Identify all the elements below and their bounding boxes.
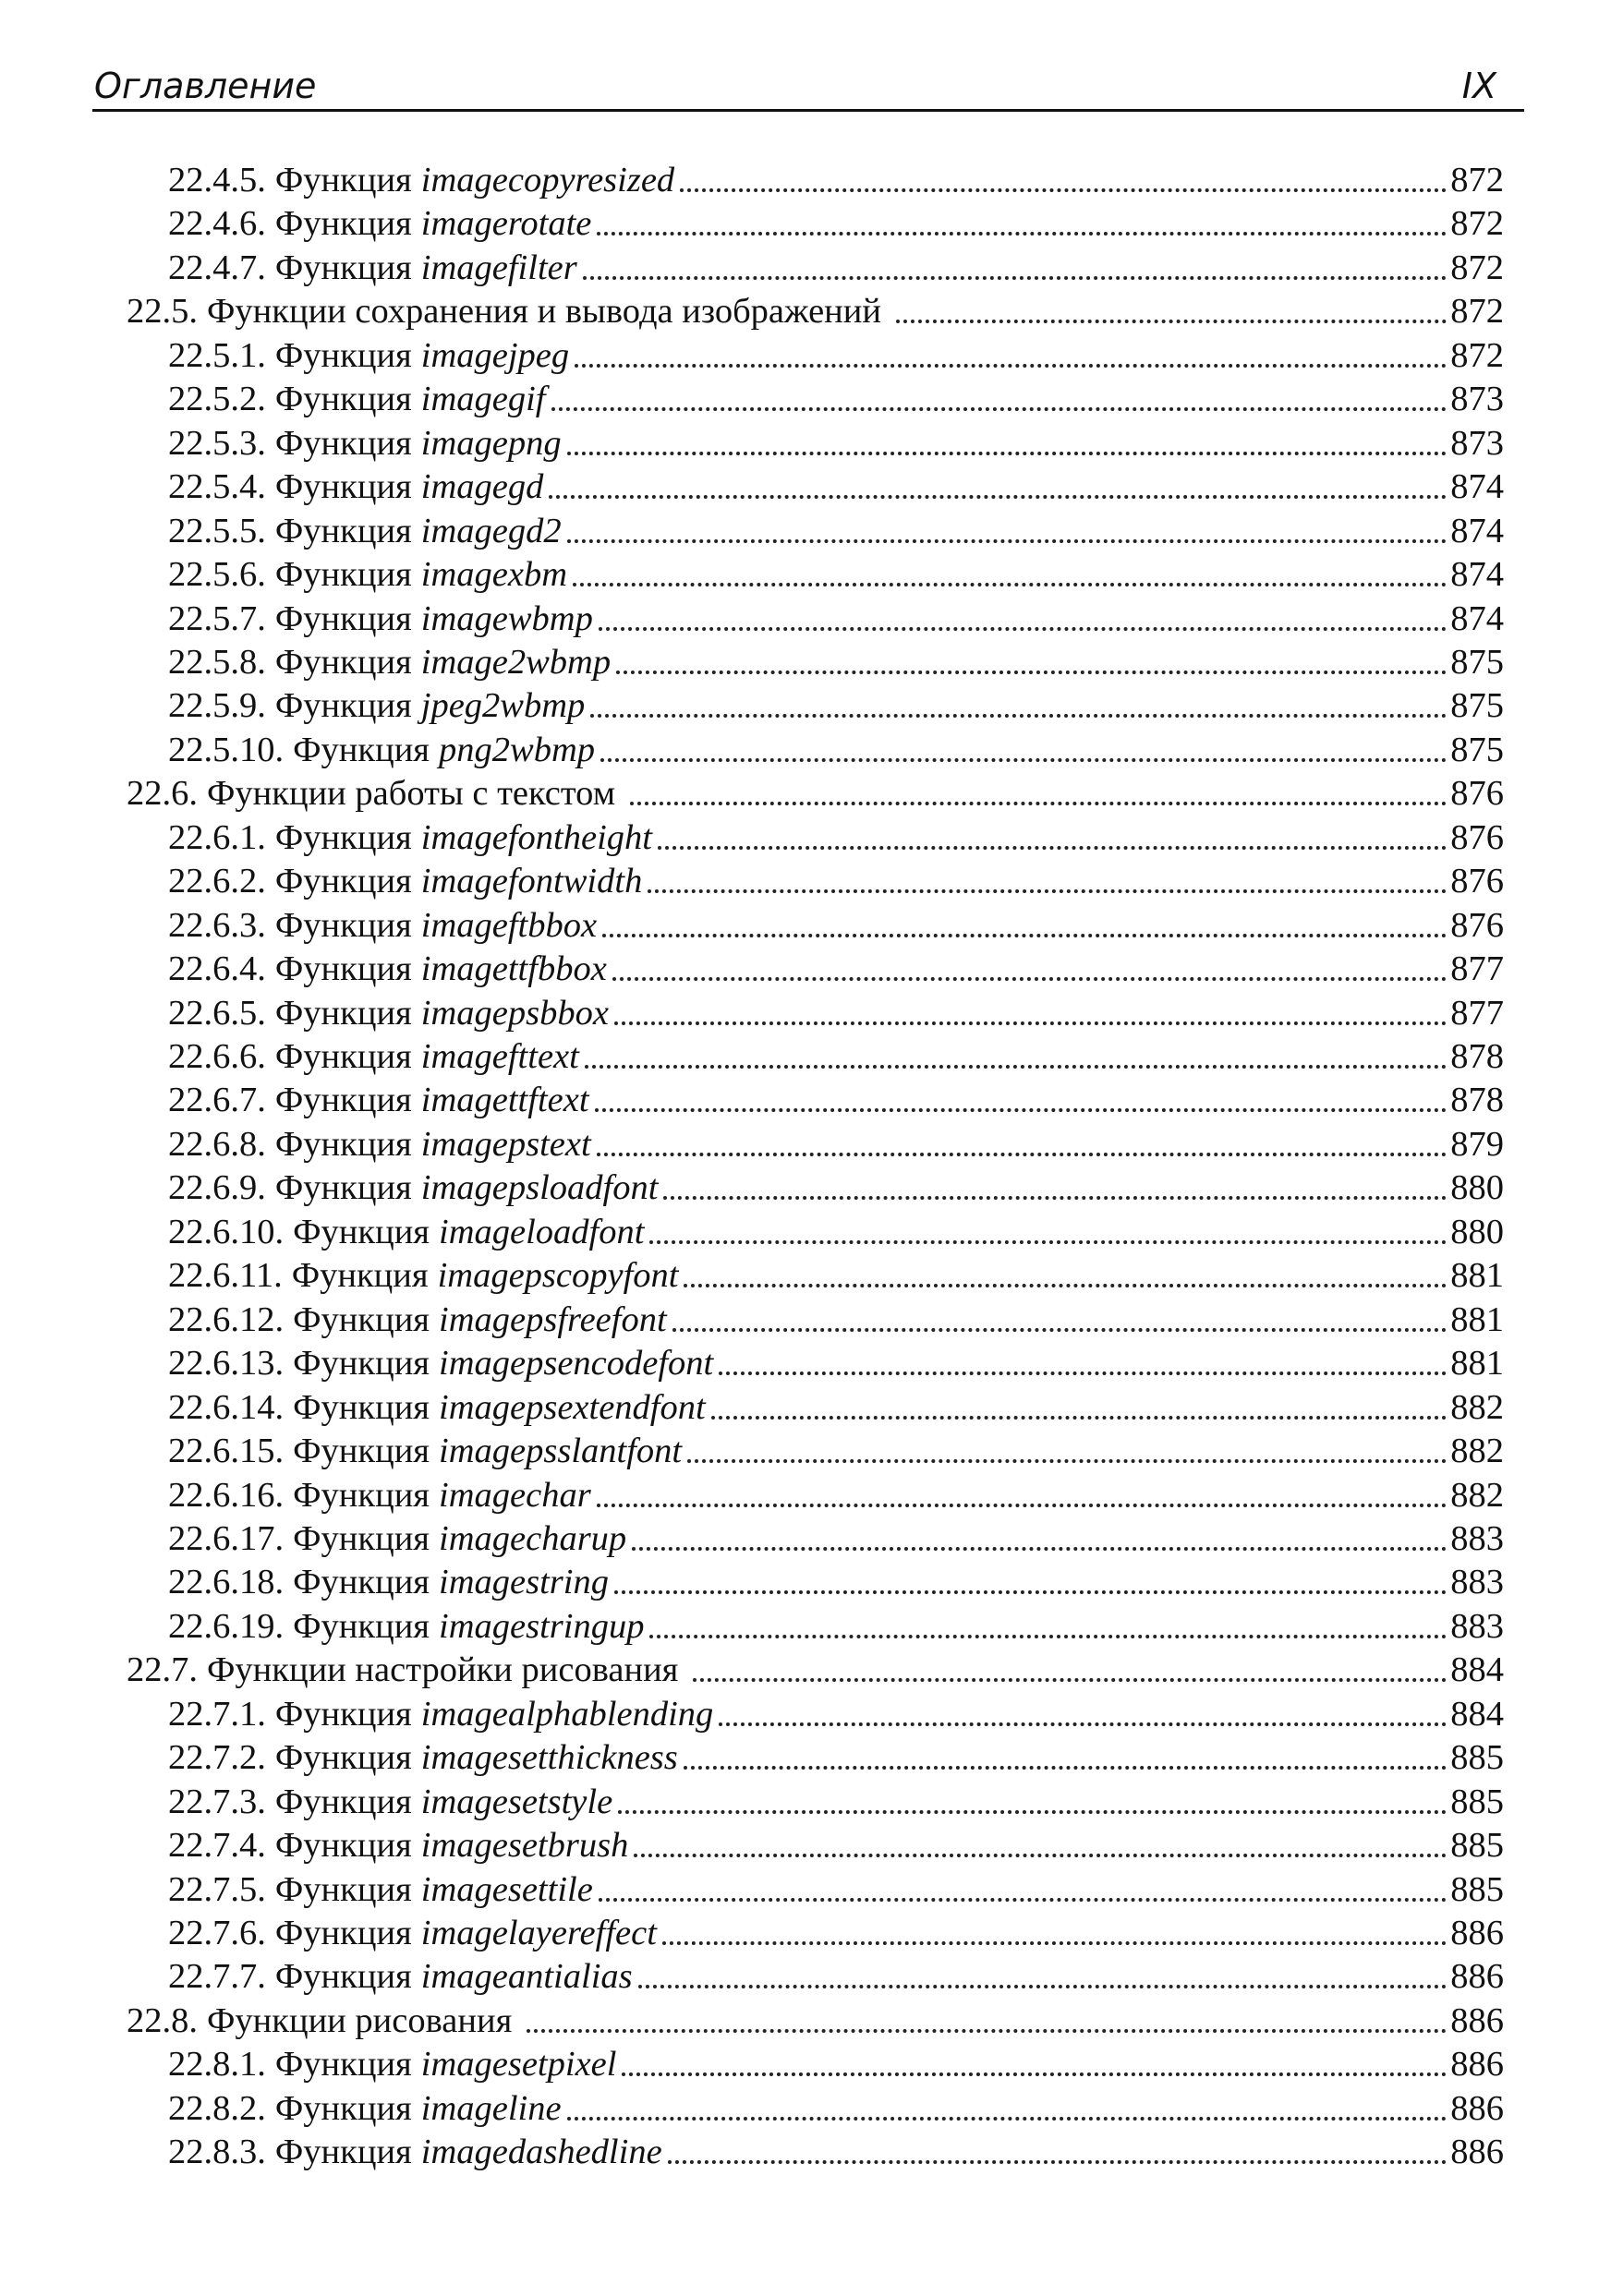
dot-leader bbox=[585, 1065, 1447, 1069]
toc-subsection-entry bbox=[168, 816, 1504, 860]
toc-subsection-entry bbox=[168, 553, 1504, 597]
toc-entry-page: 872 bbox=[1450, 335, 1504, 375]
toc-entry-number: 22.5.1. bbox=[168, 335, 266, 375]
dot-leader bbox=[527, 2029, 1447, 2033]
toc-subsection-entry bbox=[168, 1474, 1504, 1517]
toc-entry-title: Функция bbox=[293, 730, 430, 769]
toc-entry-number: 22.5.10. bbox=[168, 730, 285, 769]
toc-entry-page: 876 bbox=[1450, 862, 1504, 901]
toc-subsection-entry bbox=[168, 1955, 1504, 1999]
toc-entry-title: Функция bbox=[274, 1782, 412, 1821]
toc-entry-number: 22.6.16. bbox=[168, 1475, 285, 1515]
dot-leader bbox=[663, 1196, 1447, 1200]
toc-entry-title: Функция bbox=[274, 2133, 412, 2172]
toc-entry-title: Функция bbox=[274, 642, 412, 682]
dot-leader bbox=[630, 802, 1447, 805]
toc-entry-function-name: imagesetthickness bbox=[420, 1738, 678, 1778]
running-header bbox=[92, 63, 1524, 112]
toc-entry-page: 876 bbox=[1450, 817, 1504, 857]
toc-entry-title: Функция bbox=[274, 905, 412, 945]
toc-entry-number: 22.8. bbox=[127, 2000, 198, 2040]
toc-entry-page: 872 bbox=[1450, 248, 1504, 287]
toc-entry-number: 22.7.1. bbox=[168, 1694, 266, 1734]
dot-leader bbox=[573, 583, 1447, 586]
dot-leader bbox=[614, 1021, 1447, 1025]
toc-entry-number: 22.6.10. bbox=[168, 1212, 285, 1251]
toc-entry-title: Функция bbox=[274, 1914, 412, 1952]
toc-entry-function-name: imagesetstyle bbox=[420, 1782, 613, 1821]
toc-entry-function-name: imagesettile bbox=[420, 1869, 593, 1909]
toc-entry-function-name: imagestringup bbox=[439, 1606, 645, 1646]
toc-entry-number: 22.5.2. bbox=[168, 380, 266, 419]
toc-section-entry bbox=[127, 1649, 1504, 1692]
toc-subsection-entry bbox=[168, 904, 1504, 948]
toc-entry-number: 22.6.8. bbox=[168, 1124, 266, 1164]
toc-entry-number: 22.7.3. bbox=[168, 1782, 266, 1821]
toc-entry-page: 879 bbox=[1450, 1124, 1504, 1164]
toc-entry-function-name: imagesetbrush bbox=[420, 1826, 629, 1866]
dot-leader bbox=[648, 889, 1447, 893]
toc-subsection-entry bbox=[168, 1035, 1504, 1079]
dot-leader bbox=[632, 1547, 1447, 1551]
dot-leader bbox=[680, 188, 1447, 192]
toc-entry-function-name: imagelayereffect bbox=[420, 1914, 657, 1952]
toc-subsection-entry bbox=[168, 1166, 1504, 1210]
toc-subsection-entry bbox=[168, 1868, 1504, 1912]
toc-entry-title: Функция bbox=[274, 2088, 412, 2128]
dot-leader bbox=[719, 1372, 1447, 1375]
toc-entry-number: 22.4.7. bbox=[168, 248, 266, 287]
toc-entry-function-name: imagejpeg bbox=[420, 335, 570, 375]
toc-entry-page: 874 bbox=[1450, 467, 1504, 507]
dot-leader bbox=[649, 1240, 1447, 1244]
toc-entry-number: 22.5.9. bbox=[168, 686, 266, 726]
toc-entry-page: 885 bbox=[1450, 1782, 1504, 1821]
toc-entry-page: 885 bbox=[1450, 1869, 1504, 1909]
toc-entry-title: Функция bbox=[293, 1563, 430, 1602]
toc-entry-title: Функции рисования bbox=[207, 2000, 513, 2040]
dot-leader bbox=[634, 1854, 1447, 1857]
dot-leader bbox=[600, 758, 1447, 762]
toc-entry-page: 877 bbox=[1450, 949, 1504, 989]
toc-entry-function-name: imagecopyresized bbox=[420, 161, 675, 199]
toc-entry-title: Функция bbox=[274, 1081, 412, 1120]
toc-section-entry bbox=[127, 772, 1504, 816]
toc-entry-number: 22.6.1. bbox=[168, 817, 266, 857]
toc-entry-function-name: imagepsencodefont bbox=[439, 1344, 714, 1384]
toc-entry-function-name: image2wbmp bbox=[420, 642, 612, 682]
toc-entry-page: 874 bbox=[1450, 598, 1504, 638]
toc-entry-title: Функция bbox=[293, 1344, 430, 1384]
toc-entry-function-name: imagepsextendfont bbox=[439, 1387, 706, 1427]
toc-entry-title: Функция bbox=[274, 380, 412, 419]
toc-entry-number: 22.6.6. bbox=[168, 1037, 266, 1076]
toc-subsection-entry bbox=[168, 1736, 1504, 1780]
toc-entry-number: 22.4.5. bbox=[168, 161, 266, 199]
header-page-number: IX bbox=[1461, 66, 1496, 106]
toc-subsection-entry bbox=[168, 2087, 1504, 2131]
toc-entry-page: 882 bbox=[1450, 1387, 1504, 1427]
toc-subsection-entry bbox=[168, 1254, 1504, 1298]
toc-entry-function-name: imagesetpixel bbox=[420, 2045, 617, 2085]
toc-entry-function-name: jpeg2wbmp bbox=[420, 686, 586, 726]
dot-leader bbox=[622, 2072, 1447, 2076]
toc-entry-number: 22.6.15. bbox=[168, 1432, 285, 1471]
toc-entry-number: 22.5.5. bbox=[168, 511, 266, 550]
dot-leader bbox=[567, 452, 1447, 455]
toc-entry-function-name: imageftbbox bbox=[420, 905, 598, 945]
toc-entry-number: 22.7.7. bbox=[168, 1957, 266, 1997]
dot-leader bbox=[711, 1416, 1447, 1420]
toc-entry-function-name: png2wbmp bbox=[439, 730, 595, 769]
toc-entry-number: 22.6.12. bbox=[168, 1299, 285, 1339]
toc-entry-title: Функция bbox=[293, 1432, 430, 1471]
toc-entry-function-name: imagepstext bbox=[420, 1124, 591, 1164]
toc-entry-page: 872 bbox=[1450, 292, 1504, 332]
toc-entry-function-name: imagettftext bbox=[420, 1081, 589, 1120]
toc-subsection-entry bbox=[168, 1079, 1504, 1122]
toc-entry-title: Функция bbox=[274, 467, 412, 507]
dot-leader bbox=[575, 364, 1447, 368]
toc-section-entry bbox=[127, 290, 1504, 333]
toc-subsection-entry bbox=[168, 598, 1504, 641]
toc-subsection-entry bbox=[168, 510, 1504, 553]
toc-entry-function-name: imageloadfont bbox=[439, 1212, 645, 1251]
toc-entry-number: 22.7.4. bbox=[168, 1826, 266, 1866]
toc-entry-function-name: imagepsbbox bbox=[420, 993, 609, 1033]
toc-entry-function-name: imagefontheight bbox=[420, 817, 652, 857]
toc-entry-function-name: imagegif bbox=[420, 380, 546, 419]
toc-entry-function-name: imagealphablending bbox=[420, 1694, 714, 1734]
toc-entry-number: 22.6.3. bbox=[168, 905, 266, 945]
toc-entry-number: 22.6.9. bbox=[168, 1168, 266, 1208]
dot-leader bbox=[687, 1459, 1447, 1463]
toc-entry-page: 877 bbox=[1450, 993, 1504, 1033]
dot-leader bbox=[567, 539, 1447, 543]
toc-entry-page: 878 bbox=[1450, 1037, 1504, 1076]
dot-leader bbox=[597, 1153, 1447, 1156]
dot-leader bbox=[618, 1810, 1447, 1814]
toc-entry-page: 872 bbox=[1450, 204, 1504, 244]
toc-subsection-entry bbox=[168, 247, 1504, 290]
toc-subsection-entry bbox=[168, 1561, 1504, 1604]
toc-entry-number: 22.7.2. bbox=[168, 1738, 266, 1778]
toc-entry-title: Функция bbox=[274, 1826, 412, 1866]
toc-entry-title: Функция bbox=[274, 817, 412, 857]
toc-entry-number: 22.5. bbox=[127, 292, 198, 332]
toc-subsection-entry bbox=[168, 1342, 1504, 1385]
toc-entry-number: 22.7.6. bbox=[168, 1914, 266, 1952]
toc-entry-number: 22.6.18. bbox=[168, 1563, 285, 1602]
dot-leader bbox=[896, 320, 1447, 323]
dot-leader bbox=[638, 1985, 1447, 1988]
dot-leader bbox=[719, 1722, 1447, 1726]
toc-entry-function-name: imagecharup bbox=[439, 1518, 627, 1558]
toc-entry-page: 886 bbox=[1450, 1957, 1504, 1997]
dot-leader bbox=[614, 1590, 1447, 1594]
toc-entry-title: Функция bbox=[293, 1212, 430, 1251]
toc-entry-function-name: imagepsfreefont bbox=[439, 1299, 667, 1339]
toc-entry-function-name: imagefilter bbox=[420, 248, 577, 287]
toc-subsection-entry bbox=[168, 1211, 1504, 1254]
toc-entry-page: 885 bbox=[1450, 1826, 1504, 1866]
toc-entry-number: 22.6. bbox=[127, 774, 198, 814]
toc-entry-title: Функция bbox=[274, 1694, 412, 1734]
toc-entry-title: Функция bbox=[274, 511, 412, 550]
toc-entry-title: Функция bbox=[293, 1299, 430, 1339]
toc-subsection-entry bbox=[168, 684, 1504, 728]
toc-entry-function-name: imagefontwidth bbox=[420, 862, 643, 901]
toc-entry-title: Функция bbox=[274, 686, 412, 726]
toc-entry-number: 22.6.11. bbox=[168, 1256, 283, 1296]
dot-leader bbox=[551, 407, 1447, 411]
dot-leader bbox=[662, 1941, 1447, 1945]
toc-entry-page: 876 bbox=[1450, 774, 1504, 814]
toc-entry-number: 22.6.17. bbox=[168, 1518, 285, 1558]
toc-entry-title: Функция bbox=[274, 862, 412, 901]
toc-entry-title: Функция bbox=[274, 248, 412, 287]
toc-entry-title: Функция bbox=[274, 1168, 412, 1208]
toc-entry-page: 884 bbox=[1450, 1650, 1504, 1690]
toc-subsection-entry bbox=[168, 1824, 1504, 1867]
toc-entry-number: 22.5.4. bbox=[168, 467, 266, 507]
toc-entry-page: 880 bbox=[1450, 1212, 1504, 1251]
toc-entry-title: Функции сохранения и вывода изображений bbox=[207, 292, 881, 332]
toc-entry-number: 22.6.14. bbox=[168, 1387, 285, 1427]
toc-subsection-entry bbox=[168, 1605, 1504, 1649]
toc-entry-page: 876 bbox=[1450, 905, 1504, 945]
toc-entry-number: 22.6.19. bbox=[168, 1606, 285, 1646]
toc-entry-function-name: imagepng bbox=[420, 423, 562, 463]
dot-leader bbox=[583, 276, 1447, 280]
toc-entry-page: 878 bbox=[1450, 1081, 1504, 1120]
dot-leader bbox=[590, 714, 1447, 718]
toc-entry-title: Функция bbox=[274, 335, 412, 375]
toc-subsection-entry bbox=[168, 202, 1504, 246]
toc-subsection-entry bbox=[168, 1693, 1504, 1736]
toc-entry-number: 22.8.3. bbox=[168, 2133, 266, 2172]
toc-entry-function-name: imagepscopyfont bbox=[437, 1256, 679, 1296]
toc-subsection-entry bbox=[168, 992, 1504, 1035]
toc-entry-title: Функция bbox=[291, 1256, 429, 1296]
toc-subsection-entry bbox=[168, 378, 1504, 421]
toc-entry-function-name: imagegd2 bbox=[420, 511, 562, 550]
toc-subsection-entry bbox=[168, 948, 1504, 991]
toc-entry-function-name: imagefttext bbox=[420, 1037, 579, 1076]
toc-entry-number: 22.8.2. bbox=[168, 2088, 266, 2128]
toc-subsection-entry bbox=[168, 2131, 1504, 2174]
toc-entry-title: Функция bbox=[274, 1124, 412, 1164]
toc-entry-title: Функция bbox=[293, 1518, 430, 1558]
toc-entry-function-name: imagegd bbox=[420, 467, 544, 507]
dot-leader bbox=[602, 934, 1447, 937]
toc-entry-page: 882 bbox=[1450, 1432, 1504, 1471]
toc-subsection-entry bbox=[168, 334, 1504, 378]
dot-leader bbox=[658, 846, 1447, 850]
toc-entry-function-name: imagettfbbox bbox=[420, 949, 607, 989]
toc-subsection-entry bbox=[168, 1517, 1504, 1561]
toc-subsection-entry bbox=[168, 1781, 1504, 1824]
toc-entry-title: Функция bbox=[274, 2045, 412, 2085]
toc-entry-number: 22.4.6. bbox=[168, 204, 266, 244]
toc-entry-title: Функция bbox=[274, 598, 412, 638]
toc-entry-page: 886 bbox=[1450, 2088, 1504, 2128]
toc-entry-page: 874 bbox=[1450, 511, 1504, 550]
toc-entry-number: 22.5.7. bbox=[168, 598, 266, 638]
toc-entry-number: 22.6.13. bbox=[168, 1344, 285, 1384]
toc-entry-function-name: imagepsslantfont bbox=[439, 1432, 683, 1471]
toc-entry-title: Функции настройки рисования bbox=[207, 1650, 679, 1690]
toc-entry-page: 874 bbox=[1450, 555, 1504, 595]
toc-entry-title: Функция bbox=[274, 993, 412, 1033]
toc-entry-function-name: imagexbm bbox=[420, 555, 567, 595]
toc-entry-title: Функция bbox=[293, 1606, 430, 1646]
toc-entry-number: 22.6.2. bbox=[168, 862, 266, 901]
toc-entry-page: 873 bbox=[1450, 423, 1504, 463]
toc-entry-title: Функция bbox=[274, 204, 412, 244]
toc-subsection-entry bbox=[168, 729, 1504, 772]
toc-entry-function-name: imagepsloadfont bbox=[420, 1168, 659, 1208]
toc-entry-number: 22.7.5. bbox=[168, 1869, 266, 1909]
dot-leader bbox=[616, 671, 1447, 674]
toc-entry-title: Функция bbox=[274, 1037, 412, 1076]
toc-entry-title: Функция bbox=[274, 1869, 412, 1909]
toc-entry-page: 886 bbox=[1450, 1914, 1504, 1952]
toc-subsection-entry bbox=[168, 1299, 1504, 1342]
toc-entry-number: 22.5.8. bbox=[168, 642, 266, 682]
toc-entry-title: Функция bbox=[274, 555, 412, 595]
dot-leader bbox=[597, 232, 1447, 236]
toc-entry-function-name: imagestring bbox=[439, 1563, 609, 1602]
header-title: Оглавление bbox=[94, 66, 317, 106]
dot-leader bbox=[684, 1284, 1447, 1287]
toc-entry-title: Функция bbox=[274, 1957, 412, 1997]
toc-entry-function-name: imageline bbox=[420, 2088, 562, 2128]
dot-leader bbox=[595, 1108, 1447, 1112]
toc-subsection-entry bbox=[168, 641, 1504, 684]
dot-leader bbox=[612, 977, 1447, 981]
toc-entry-number: 22.6.7. bbox=[168, 1081, 266, 1120]
toc-subsection-entry bbox=[168, 159, 1504, 202]
toc-entry-page: 886 bbox=[1450, 2133, 1504, 2172]
toc-entry-page: 881 bbox=[1450, 1256, 1504, 1296]
toc-entry-title: Функция bbox=[274, 423, 412, 463]
toc-entry-page: 883 bbox=[1450, 1606, 1504, 1646]
toc-subsection-entry bbox=[168, 860, 1504, 903]
toc-entry-title: Функция bbox=[293, 1475, 430, 1515]
toc-entry-title: Функция bbox=[274, 1738, 412, 1778]
toc-entry-page: 880 bbox=[1450, 1168, 1504, 1208]
toc-subsection-entry bbox=[168, 1912, 1504, 1955]
toc-subsection-entry bbox=[168, 422, 1504, 465]
toc-entry-page: 884 bbox=[1450, 1694, 1504, 1734]
toc-entry-number: 22.6.4. bbox=[168, 949, 266, 989]
toc-subsection-entry bbox=[168, 1123, 1504, 1166]
toc-entry-number: 22.5.6. bbox=[168, 555, 266, 595]
toc-entry-function-name: imagechar bbox=[439, 1475, 591, 1515]
toc-subsection-entry bbox=[168, 2043, 1504, 2086]
toc-entry-number: 22.5.3. bbox=[168, 423, 266, 463]
toc-entry-title: Функция bbox=[274, 161, 412, 199]
toc-entry-page: 881 bbox=[1450, 1299, 1504, 1339]
toc-entry-title: Функции работы с текстом bbox=[207, 774, 616, 814]
toc-entry-function-name: imageantialias bbox=[420, 1957, 633, 1997]
dot-leader bbox=[693, 1678, 1447, 1682]
toc-entry-title: Функция bbox=[293, 1387, 430, 1427]
toc-entry-page: 883 bbox=[1450, 1518, 1504, 1558]
toc-entry-page: 875 bbox=[1450, 686, 1504, 726]
toc-entry-page: 886 bbox=[1450, 2000, 1504, 2040]
dot-leader bbox=[599, 1898, 1447, 1902]
toc-entry-function-name: imagedashedline bbox=[420, 2133, 662, 2172]
toc-entry-page: 886 bbox=[1450, 2045, 1504, 2085]
toc-entry-title: Функция bbox=[274, 949, 412, 989]
toc-entry-page: 883 bbox=[1450, 1563, 1504, 1602]
toc-entry-function-name: imagewbmp bbox=[420, 598, 593, 638]
dot-leader bbox=[567, 2117, 1447, 2121]
toc-section-entry bbox=[127, 2000, 1504, 2043]
toc-entry-page: 885 bbox=[1450, 1738, 1504, 1778]
toc-entry-number: 22.7. bbox=[127, 1650, 198, 1690]
toc-entry-page: 875 bbox=[1450, 730, 1504, 769]
dot-leader bbox=[597, 1504, 1447, 1507]
dot-leader bbox=[549, 495, 1447, 499]
dot-leader bbox=[599, 627, 1447, 631]
toc-entry-number: 22.8.1. bbox=[168, 2045, 266, 2085]
toc-entry-page: 881 bbox=[1450, 1344, 1504, 1384]
dot-leader bbox=[672, 1328, 1447, 1332]
toc-subsection-entry bbox=[168, 465, 1504, 509]
toc-entry-function-name: imagerotate bbox=[420, 204, 592, 244]
toc-entry-page: 882 bbox=[1450, 1475, 1504, 1515]
dot-leader bbox=[684, 1766, 1447, 1770]
toc-entry-number: 22.6.5. bbox=[168, 993, 266, 1033]
toc-entry-page: 875 bbox=[1450, 642, 1504, 682]
toc-subsection-entry bbox=[168, 1386, 1504, 1430]
toc-subsection-entry bbox=[168, 1430, 1504, 1473]
dot-leader bbox=[649, 1635, 1447, 1638]
toc-entry-page: 872 bbox=[1450, 161, 1504, 199]
dot-leader bbox=[668, 2160, 1447, 2164]
toc-entry-page: 873 bbox=[1450, 380, 1504, 419]
